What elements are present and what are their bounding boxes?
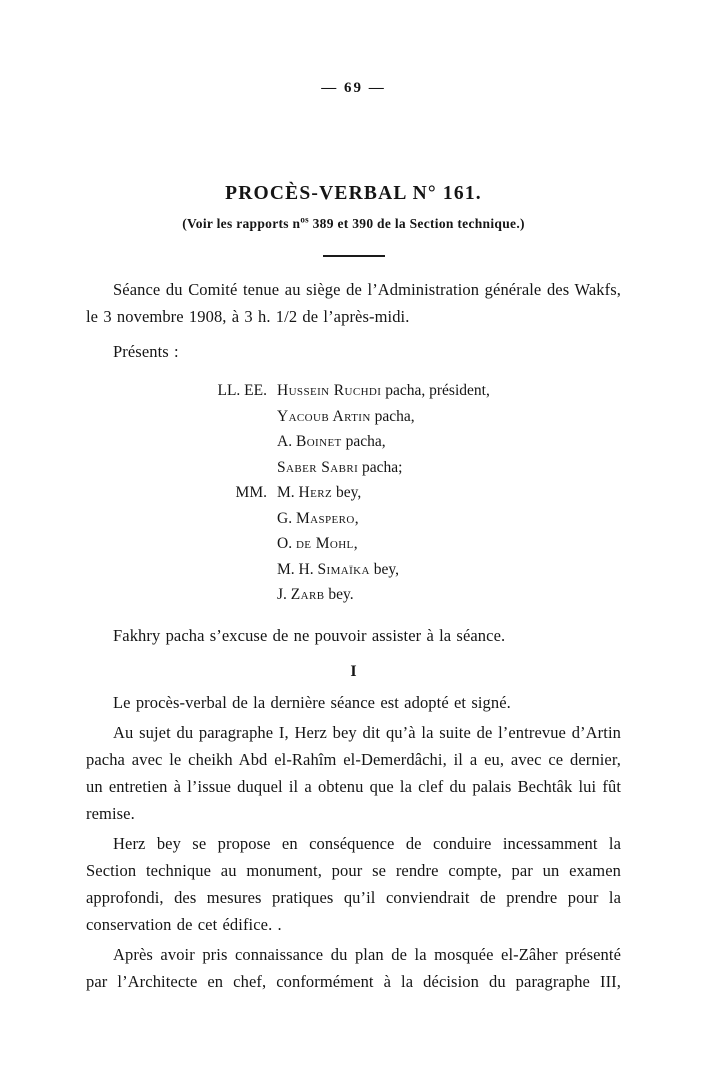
paragraph: Herz bey se propose en conséquence de conduire incessamment la Section technique au monument, pour se rendre compte, par un examen approfondi, des mesures pratiques qu’il conviendrait de prendre pour la conservation de cet édifice. . — [86, 833, 621, 934]
attendee-name: de Mohl — [295, 535, 354, 552]
attendee-title: pacha; — [358, 458, 403, 476]
attendee — [277, 506, 399, 532]
attendee-title: bey. — [324, 586, 354, 603]
subtitle-text-pre: (Voir les rapports n — [182, 216, 301, 231]
attendee-name: Yacoub Artin — [277, 407, 371, 425]
attendees-list — [86, 378, 621, 608]
attendee — [277, 429, 490, 455]
paragraph: Au sujet du paragraphe I, Herz bey dit qu’à la suite de l’entrevue d’Artin pacha avec le cheikh Abd el-Rahîm el-Demerdâchi, il a eu, avec ce dernier, un entretien à l’issue duquel il a obtenu que la clef du palais Bechtâk lui fût remise. — [86, 722, 621, 823]
attendee-group-label: MM. — [235, 484, 267, 501]
attendee — [277, 378, 490, 404]
attendee-prefix: M. — [277, 484, 299, 501]
attendee-name: Saber Sabri — [277, 458, 359, 476]
attendee — [277, 404, 490, 430]
attendee-group-members — [267, 378, 490, 480]
attendee-prefix: O. — [277, 535, 296, 552]
subtitle-text-post: 389 et 390 de la Section technique.) — [308, 216, 525, 231]
attendee-prefix: M. H. — [277, 560, 318, 578]
attendee-group-members — [267, 480, 399, 608]
attendee-title: bey, — [369, 560, 399, 578]
attendee-group-label: LL. EE. — [217, 382, 267, 399]
subtitle — [86, 216, 621, 232]
attendee-name: Hussein Ruchdi — [277, 382, 382, 399]
body-paragraphs — [86, 689, 621, 995]
paragraph: Après avoir pris connaissance du plan de la mosquée el-Zâher présenté par l’Architecte en chef, conformément à la décision du paragraphe III, — [86, 944, 621, 991]
attendee — [277, 455, 490, 481]
attendee-name: Maspero — [295, 509, 355, 527]
subtitle-superscript: os — [300, 214, 309, 225]
attendee-title: pacha, — [370, 407, 415, 425]
attendee — [277, 480, 399, 506]
attendee-title: , — [353, 535, 358, 552]
attendee-name: Zarb — [290, 586, 325, 603]
page-title: PROCÈS-VERBAL N° 161. — [225, 183, 482, 204]
attendee-name: Boinet — [295, 433, 342, 450]
attendee — [277, 531, 399, 557]
attendee-group-ll-ee — [86, 378, 621, 480]
section-heading-roman-numeral: I — [350, 662, 357, 680]
attendee-title: , — [354, 509, 359, 527]
page-number: — 69 — — [321, 80, 386, 96]
paragraph: Le procès-verbal de la dernière séance est adopté et signé. — [113, 692, 511, 712]
excuse-paragraph: Fakhry pacha s’excuse de ne pouvoir assister à la séance. — [113, 625, 506, 645]
attendee-title: pacha, président, — [381, 382, 490, 399]
section-divider — [323, 255, 385, 257]
attendee-prefix: G. — [277, 509, 296, 527]
attendee-prefix: A. — [277, 433, 296, 450]
attendee-title: bey, — [332, 484, 362, 501]
attendee-group-mm — [86, 480, 621, 608]
attendee-name: Simaïka — [317, 560, 370, 578]
attendee-prefix: J. — [277, 586, 291, 603]
seance-paragraph: Séance du Comité tenue au siège de l’Administration générale des Wakfs, le 3 novembre 1908, à 3 h. 1/2 de l’après-midi. — [86, 280, 621, 326]
attendee-name: Herz — [298, 484, 333, 501]
attendee — [277, 582, 399, 608]
attendee-title: pacha, — [341, 433, 386, 450]
attendee — [277, 557, 399, 583]
presents-label: Présents : — [113, 342, 179, 361]
